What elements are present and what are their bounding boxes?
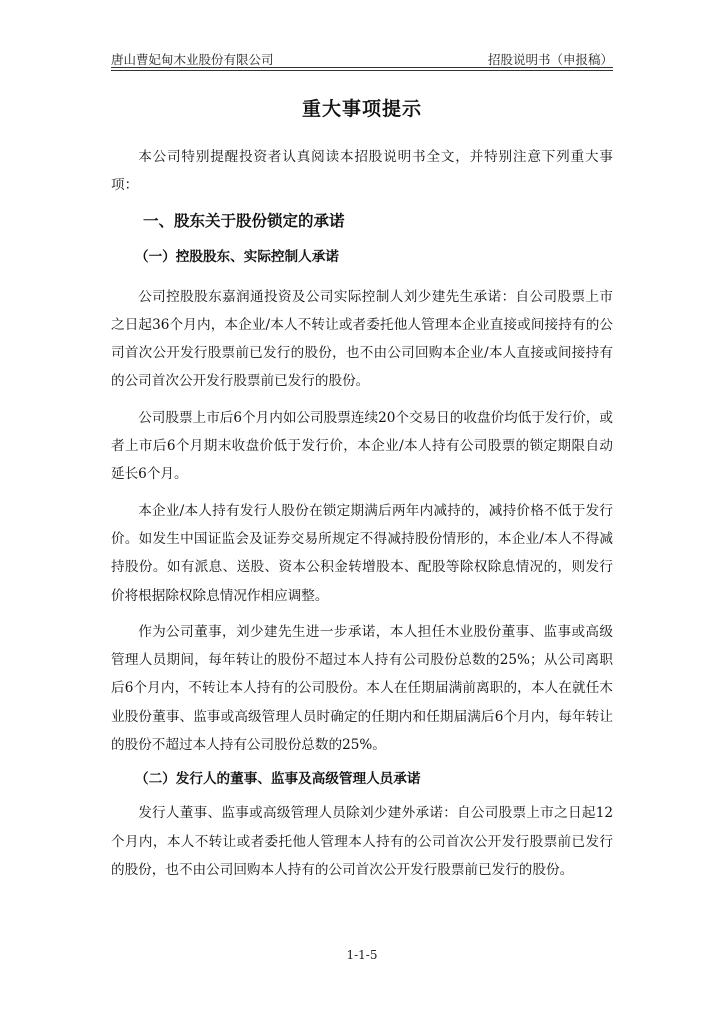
body-paragraph: 公司股票上市后6个月内如公司股票连续20个交易日的收盘价均低于发行价，或者上市后6个月期末收盘价低于发行价，本企业/本人持有公司股票的锁定期限自动延长6个月。 [111,409,613,483]
document-body [111,94,613,892]
header-company-name: 唐山曹妃甸木业股份有限公司 [111,52,274,67]
subsection-heading: （二）发行人的董事、监事及高级管理人员承诺 [135,771,421,788]
header-document-type: 招股说明书（申报稿） [487,52,613,67]
body-paragraph: 本企业/本人持有发行人股份在锁定期满后两年内减持的，减持价格不低于发行价。如发生中国证监会及证券交易所规定不得减持股份情形的，本企业/本人不得减持股份。如有派息、送股、资本公积金转增股本、配股等除权除息情况的，则发行价将根据除权除息情况作相应调整。 [111,502,613,604]
section-heading: 一、股东关于股份锁定的承诺 [143,211,345,230]
subsection-heading: （一）控股股东、实际控制人承诺 [135,248,339,265]
body-paragraph: 作为公司董事，刘少建先生进一步承诺，本人担任木业股份董事、监事或高级管理人员期间，每年转让的股份不超过本人持有公司股份总数的25%；从公司离职后6个月内，不转让本人持有的公司股份。本人在任期届满前离职的，本人在就任木业股份董事、监事或高级管理人员时确定的任期内和任期届满后6个月内，每年转让的股份不超过本人持有公司股份总数的25%。 [111,623,613,754]
intro-paragraph: 本公司特别提醒投资者认真阅读本招股说明书全文，并特别注意下列重大事项： [111,149,613,194]
body-paragraph: 公司控股股东嘉润通投资及公司实际控制人刘少建先生承诺：自公司股票上市之日起36个月内，本企业/本人不转让或者委托他人管理本企业直接或间接持有的公司首次公开发行股票前已发行的股份，也不由公司回购本企业/本人直接或间接持有的公司首次公开发行股票前已发行的股份。 [111,288,613,390]
page-number: 1-1-5 [346,948,378,962]
body-paragraph: 发行人董事、监事或高级管理人员除刘少建外承诺：自公司股票上市之日起12个月内，本人不转让或者委托他人管理本人持有的公司首次公开发行股票前已发行的股份，也不由公司回购本人持有的公司首次公开发行股票前已发行的股份。 [111,805,613,878]
header-divider [111,67,613,71]
page-title: 重大事项提示 [301,98,422,120]
